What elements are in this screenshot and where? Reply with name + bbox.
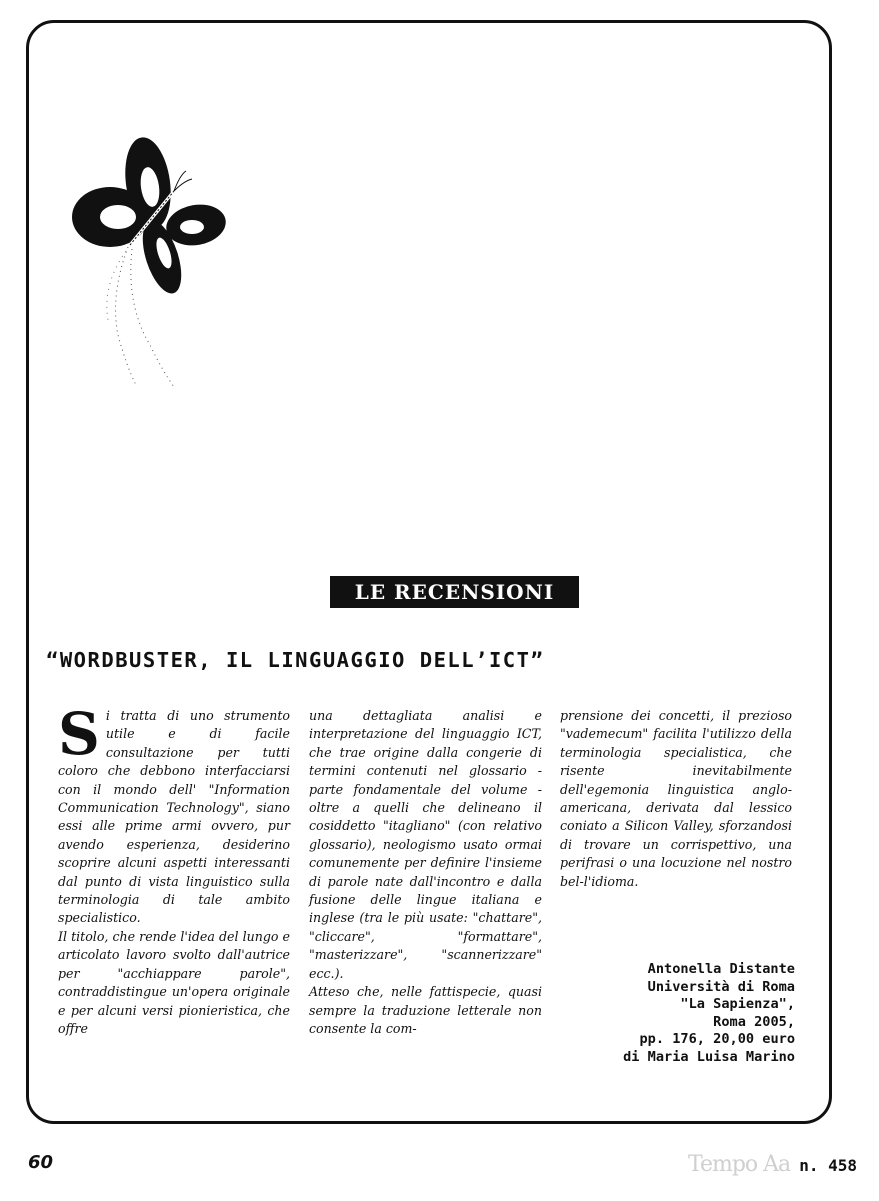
magazine-footer <box>688 1152 857 1177</box>
article-column-1 <box>58 700 290 1038</box>
drop-cap: S <box>58 700 100 768</box>
credit-publisher: Università di Roma <box>647 978 795 995</box>
article-title: “WORDBUSTER, IL LINGUAGGIO DELL’ICT” <box>46 648 545 672</box>
section-badge: LE RECENSIONI <box>330 576 579 608</box>
article-paragraph: prensione dei concetti, il prezioso "vademecum" facilita l'utilizzo della terminologia specialistica, che risente inevitabilmente dell'egemonia linguistica anglo-americana, derivata dal lessico coniato a Silicon Valley, sforzandosi di trovare un corrispettivo, una perifrasi o una locuzione nel nostro bel-l'idioma. <box>560 708 792 889</box>
credit-pages-price: pp. 176, 20,00 euro <box>639 1031 795 1048</box>
article-paragraph: Il titolo, che rende l'idea del lungo e articolato lavoro svolto dall'autrice per "acchiappare parole", contraddistingue un'opera originale e per alcuni versi pionieristica, che offre <box>58 928 290 1036</box>
article-column-2 <box>309 707 542 1038</box>
book-credits <box>560 961 795 1067</box>
page-number: 60 <box>28 1152 54 1173</box>
article-paragraph: una dettagliata analisi e interpretazione del linguaggio ICT, che trae origine dalla congerie di termini contenuti nel glossario - parte fondamentale del volume - oltre a quelli che delineano il cosiddetto "itagliano" (con relativo glossario), neologismo usato ormai comunemente per definire l'insieme di parole nate dall'incontro e dalla fusione delle lingue italiana e inglese (tra le più usate: "chattare", "cliccare", "formattare", "masterizzare", "scannerizzare" ecc.). <box>309 708 542 981</box>
credit-publisher-name: "La Sapienza", <box>680 996 795 1013</box>
article-column-3 <box>560 707 792 891</box>
credit-reviewer: di Maria Luisa Marino <box>623 1048 795 1065</box>
article-paragraph: Atteso che, nelle fattispecie, quasi sempre la traduzione letterale non consente la com- <box>309 984 542 1036</box>
issue-number: n. 458 <box>799 1156 858 1175</box>
butterfly-icon <box>70 135 260 395</box>
magazine-logo: Tempo Aa <box>688 1152 791 1177</box>
article-paragraph <box>58 700 290 928</box>
credit-place-year: Roma 2005, <box>713 1013 795 1030</box>
paragraph-text: i tratta di uno strumento utile e di facile consultazione per tutti coloro che debbono interfacciarsi con il mondo dell' "Information Communication Technology", siano essi alle prime armi ovvero, pur avendo esperienza, desiderino scoprire alcuni aspetti interessanti dal punto di vista linguistico sulla terminologia di tale ambito specialistico. <box>58 708 290 926</box>
credit-author: Antonella Distante <box>647 961 795 977</box>
